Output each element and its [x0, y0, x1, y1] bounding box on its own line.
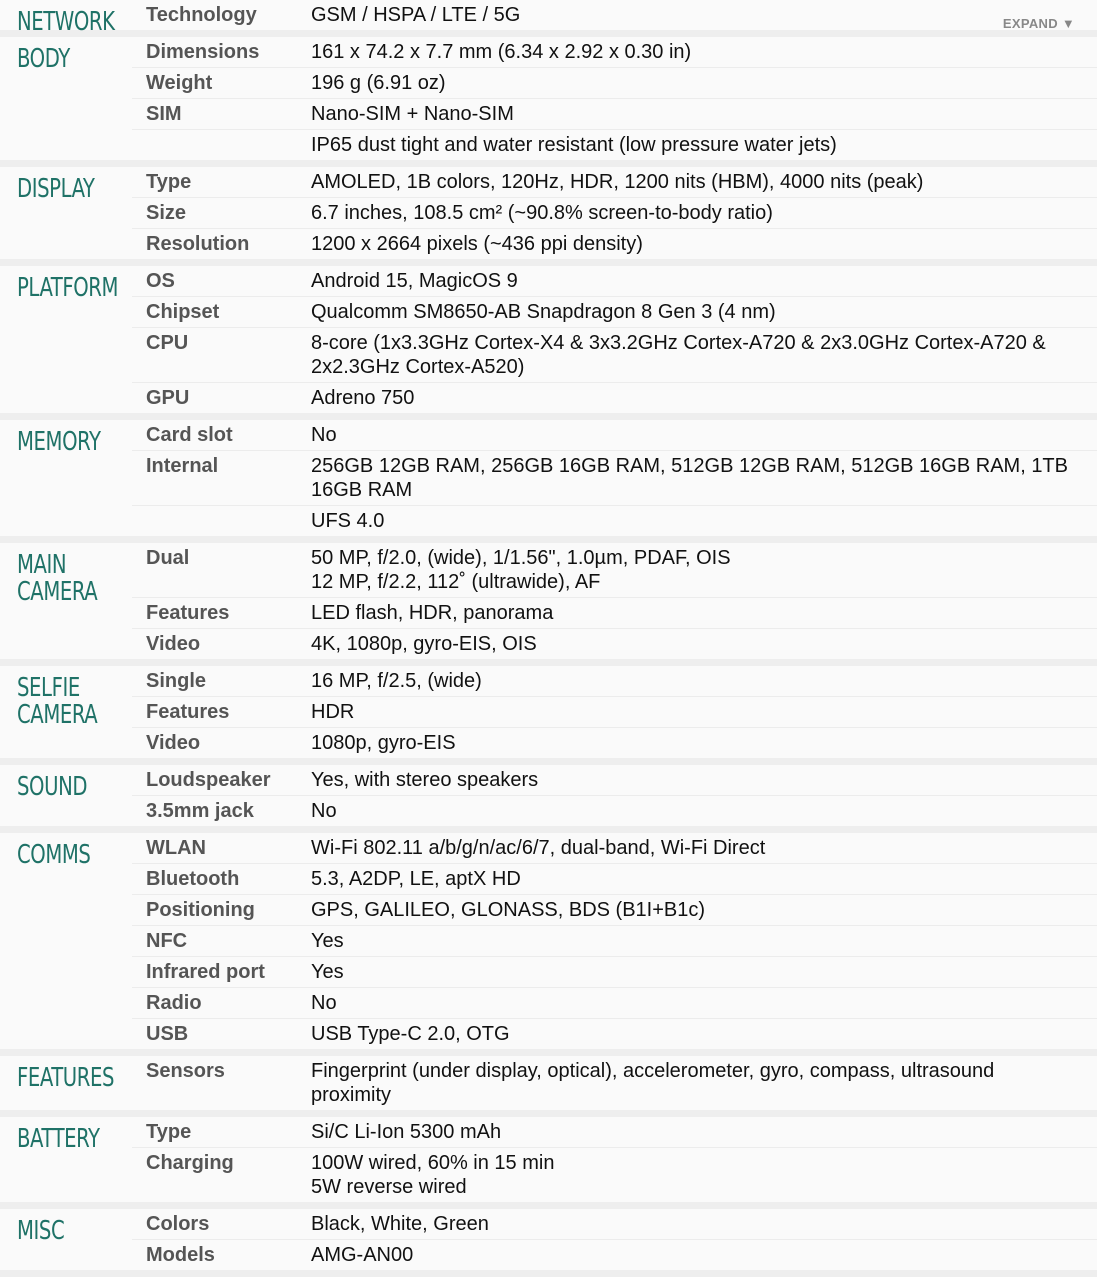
spec-row	[132, 1056, 1097, 1110]
spec-label[interactable]: Size	[146, 202, 187, 224]
spec-label[interactable]: Sensors	[146, 1060, 225, 1082]
spec-value-line: Adreno 750	[311, 387, 415, 409]
spec-row	[132, 451, 1097, 506]
spec-value-line: GSM / HSPA / LTE / 5G	[311, 4, 521, 26]
spec-value-line: Si/C Li-Ion 5300 mAh	[311, 1121, 502, 1143]
spec-row	[132, 506, 1097, 536]
spec-value	[311, 1209, 1097, 1239]
spec-section-memory	[0, 420, 1097, 543]
spec-value-line: LED flash, HDR, panorama	[311, 602, 554, 624]
spec-value	[311, 765, 1097, 795]
spec-value-line: USB Type-C 2.0, OTG	[311, 1023, 510, 1045]
spec-value-line: No	[311, 992, 337, 1014]
spec-row	[132, 0, 1097, 30]
spec-row	[132, 988, 1097, 1019]
spec-value	[311, 598, 1097, 628]
spec-value	[311, 728, 1097, 758]
spec-value-line: 5W reverse wired	[311, 1176, 467, 1198]
spec-row	[132, 266, 1097, 297]
spec-value-line: 1200 x 2664 pixels (~436 ppi density)	[311, 233, 643, 255]
spec-row	[132, 229, 1097, 259]
spec-label[interactable]: Bluetooth	[146, 868, 240, 890]
section-category-title[interactable]	[17, 429, 109, 456]
section-category-title[interactable]	[17, 176, 109, 203]
spec-row	[132, 833, 1097, 864]
spec-value	[311, 988, 1097, 1018]
spec-row	[132, 1209, 1097, 1240]
spec-section-network	[0, 0, 1097, 37]
spec-label[interactable]: USB	[146, 1023, 189, 1045]
spec-value-line: 6.7 inches, 108.5 cm² (~90.8% screen-to-body ratio)	[311, 202, 773, 224]
spec-value	[311, 506, 1097, 536]
spec-row	[132, 926, 1097, 957]
spec-section-sound	[0, 765, 1097, 833]
spec-label[interactable]: 3.5mm jack	[146, 800, 254, 822]
spec-label[interactable]: Video	[146, 732, 201, 754]
spec-label[interactable]: Infrared port	[146, 961, 265, 983]
spec-label[interactable]: Features	[146, 602, 230, 624]
spec-section-selfie-camera	[0, 666, 1097, 765]
spec-label[interactable]: Type	[146, 171, 192, 193]
spec-row	[132, 420, 1097, 451]
spec-value-line: Nano-SIM + Nano-SIM	[311, 103, 514, 125]
spec-value	[311, 383, 1097, 413]
spec-row	[132, 895, 1097, 926]
spec-value	[311, 543, 1097, 597]
category-line: COMMS	[17, 840, 91, 870]
spec-value-line: AMG-AN00	[311, 1244, 414, 1266]
spec-label[interactable]: Models	[146, 1244, 215, 1266]
spec-value-line: Fingerprint (under display, optical), accelerometer, gyro, compass, ultrasound proximity	[311, 1060, 995, 1106]
spec-value-line: AMOLED, 1B colors, 120Hz, HDR, 1200 nits (HBM), 4000 nits (peak)	[311, 171, 924, 193]
spec-value	[311, 957, 1097, 987]
spec-row	[132, 728, 1097, 758]
spec-label[interactable]: WLAN	[146, 837, 206, 859]
category-line: BODY	[17, 44, 70, 74]
spec-label[interactable]: Video	[146, 633, 201, 655]
section-category-title[interactable]	[17, 552, 109, 606]
spec-value	[311, 1056, 1097, 1110]
category-line: SELFIE	[17, 673, 80, 703]
spec-row	[132, 198, 1097, 229]
spec-label[interactable]: Internal	[146, 455, 219, 477]
category-line: CAMERA	[17, 700, 98, 730]
section-category-title[interactable]	[17, 1126, 109, 1153]
spec-label[interactable]: Resolution	[146, 233, 250, 255]
spec-value	[311, 666, 1097, 696]
spec-row	[132, 765, 1097, 796]
section-category-title[interactable]	[17, 46, 109, 73]
spec-value-line: 8-core (1x3.3GHz Cortex-X4 & 3x3.2GHz Cortex-A720 & 2x3.0GHz Cortex-A720 & 2x2.3GHz Cortex-A520)	[311, 332, 1046, 378]
spec-label[interactable]: Type	[146, 1121, 192, 1143]
section-category-title[interactable]	[17, 774, 109, 801]
spec-value-line: No	[311, 424, 337, 446]
spec-row	[132, 99, 1097, 130]
spec-value-line: UFS 4.0	[311, 510, 385, 532]
spec-value	[311, 833, 1097, 863]
spec-value-line: Yes, with stereo speakers	[311, 769, 539, 791]
spec-row	[132, 328, 1097, 383]
spec-value-line: 12 MP, f/2.2, 112˚ (ultrawide), AF	[311, 571, 601, 593]
spec-value-line: 4K, 1080p, gyro-EIS, OIS	[311, 633, 537, 655]
spec-value-line: 5.3, A2DP, LE, aptX HD	[311, 868, 521, 890]
spec-row	[132, 957, 1097, 988]
category-line: CAMERA	[17, 577, 98, 607]
spec-row	[132, 864, 1097, 895]
section-category-title[interactable]	[17, 1218, 109, 1245]
spec-row	[132, 1117, 1097, 1148]
spec-value-line: Qualcomm SM8650-AB Snapdragon 8 Gen 3 (4 nm)	[311, 301, 776, 323]
spec-section-display	[0, 167, 1097, 266]
spec-row	[132, 1148, 1097, 1202]
spec-label[interactable]: Charging	[146, 1152, 234, 1174]
spec-value-line: No	[311, 800, 337, 822]
section-category-title[interactable]	[17, 273, 119, 303]
spec-value	[311, 895, 1097, 925]
spec-row	[132, 130, 1097, 160]
spec-label[interactable]: GPU	[146, 387, 190, 409]
spec-label[interactable]: SIM	[146, 103, 182, 125]
spec-value	[311, 37, 1097, 67]
spec-label[interactable]	[132, 130, 311, 160]
spec-value	[311, 0, 1097, 30]
expand-button[interactable]: EXPAND ▼	[1002, 16, 1075, 31]
spec-label[interactable]: Radio	[146, 992, 202, 1014]
section-category-title[interactable]	[17, 7, 115, 37]
spec-section-comms	[0, 833, 1097, 1056]
spec-value-line: Yes	[311, 930, 344, 952]
spec-value	[311, 1240, 1097, 1270]
spec-value-line: 196 g (6.91 oz)	[311, 72, 446, 94]
spec-value	[311, 629, 1097, 659]
category-line: FEATURES	[17, 1063, 115, 1093]
spec-value	[311, 99, 1097, 129]
spec-row	[132, 796, 1097, 826]
spec-value	[311, 229, 1097, 259]
spec-value	[311, 451, 1097, 505]
section-category-title[interactable]	[17, 675, 109, 729]
spec-value-line: 1080p, gyro-EIS	[311, 732, 456, 754]
category-line: PLATFORM	[17, 273, 119, 303]
spec-value-line: Wi-Fi 802.11 a/b/g/n/ac/6/7, dual-band, Wi-Fi Direct	[311, 837, 766, 859]
spec-section-platform	[0, 266, 1097, 420]
spec-label[interactable]: NFC	[146, 930, 188, 952]
spec-row	[132, 629, 1097, 659]
category-line: BATTERY	[17, 1124, 100, 1154]
spec-label[interactable]: CPU	[146, 332, 189, 354]
spec-value-line: Yes	[311, 961, 344, 983]
section-category-title[interactable]	[17, 842, 109, 869]
spec-section-main-camera	[0, 543, 1097, 666]
spec-value	[311, 420, 1097, 450]
spec-row	[132, 68, 1097, 99]
spec-value	[311, 198, 1097, 228]
spec-row	[132, 1019, 1097, 1049]
spec-value	[311, 167, 1097, 197]
spec-row	[132, 37, 1097, 68]
spec-value-line: Android 15, MagicOS 9	[311, 270, 518, 292]
spec-value-line: 100W wired, 60% in 15 min	[311, 1152, 555, 1174]
spec-value	[311, 68, 1097, 98]
spec-value-line: Black, White, Green	[311, 1213, 489, 1235]
spec-section-misc	[0, 1209, 1097, 1277]
spec-label[interactable]: Technology	[146, 4, 257, 26]
spec-row	[132, 666, 1097, 697]
category-line: SOUND	[17, 772, 88, 802]
spec-label[interactable]: Weight	[146, 72, 213, 94]
spec-label[interactable]: Chipset	[146, 301, 220, 323]
spec-section-battery	[0, 1117, 1097, 1209]
category-line: MEMORY	[17, 427, 101, 457]
spec-value	[311, 1117, 1097, 1147]
spec-label[interactable]: Colors	[146, 1213, 210, 1235]
spec-value	[311, 328, 1097, 382]
spec-label[interactable]	[132, 506, 311, 536]
spec-label[interactable]: Single	[146, 670, 207, 692]
spec-row	[132, 1240, 1097, 1270]
category-line: NETWORK	[17, 7, 115, 37]
spec-value-line: 16 MP, f/2.5, (wide)	[311, 670, 482, 692]
spec-section-features	[0, 1056, 1097, 1117]
spec-row	[132, 167, 1097, 198]
category-line: MISC	[17, 1216, 65, 1246]
spec-value-line: IP65 dust tight and water resistant (low pressure water jets)	[311, 134, 837, 156]
spec-value	[311, 130, 1097, 160]
spec-row	[132, 297, 1097, 328]
spec-row	[132, 697, 1097, 728]
spec-label[interactable]: OS	[146, 270, 175, 292]
spec-value-line: HDR	[311, 701, 355, 723]
spec-value	[311, 1148, 1097, 1202]
spec-value-line: GPS, GALILEO, GLONASS, BDS (B1I+B1c)	[311, 899, 706, 921]
section-category-title[interactable]	[17, 1063, 115, 1093]
spec-value	[311, 1019, 1097, 1049]
spec-value	[311, 864, 1097, 894]
category-line: DISPLAY	[17, 174, 95, 204]
spec-label[interactable]: Loudspeaker	[146, 769, 271, 791]
spec-value-line: 161 x 74.2 x 7.7 mm (6.34 x 2.92 x 0.30 in)	[311, 41, 692, 63]
spec-label[interactable]: Positioning	[146, 899, 255, 921]
spec-value	[311, 697, 1097, 727]
spec-value	[311, 796, 1097, 826]
spec-value	[311, 266, 1097, 296]
category-line: MAIN	[17, 550, 67, 580]
spec-row	[132, 598, 1097, 629]
spec-row	[132, 543, 1097, 598]
spec-value	[311, 926, 1097, 956]
spec-label[interactable]: Dimensions	[146, 41, 260, 63]
spec-label[interactable]: Dual	[146, 547, 190, 569]
spec-value-line: 256GB 12GB RAM, 256GB 16GB RAM, 512GB 12GB RAM, 512GB 16GB RAM, 1TB 16GB RAM	[311, 455, 1068, 501]
spec-value-line: 50 MP, f/2.0, (wide), 1/1.56", 1.0µm, PDAF, OIS	[311, 547, 731, 569]
spec-label[interactable]: Card slot	[146, 424, 233, 446]
spec-section-body	[0, 37, 1097, 167]
spec-value	[311, 297, 1097, 327]
spec-row	[132, 383, 1097, 413]
spec-label[interactable]: Features	[146, 701, 230, 723]
